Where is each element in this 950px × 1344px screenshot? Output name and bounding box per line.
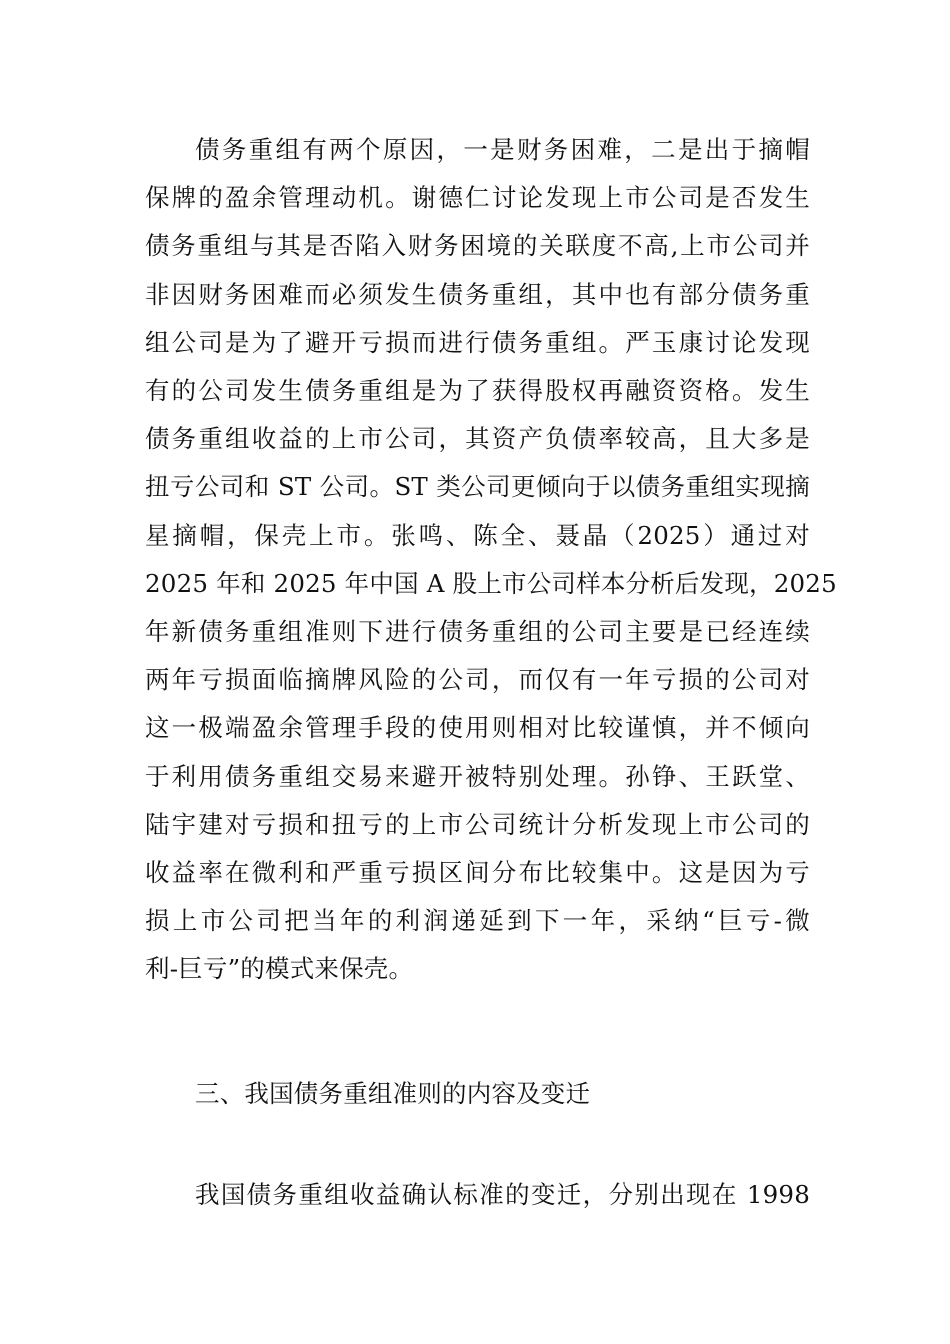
text-line: 收益率在微利和严重亏损区间分布比较集中。这是因为亏: [145, 858, 810, 888]
text-line: 这一极端盈余管理手段的使用则相对比较谨慎，并不倾向: [145, 713, 810, 743]
text-line: 于利用债务重组交易来避开被特别处理。孙铮、王跃堂、: [145, 761, 810, 791]
text-line: 两年亏损面临摘牌风险的公司，而仅有一年亏损的公司对: [145, 665, 810, 695]
paragraph-debt-restructuring-reasons: [145, 126, 837, 994]
text-line: 保牌的盈余管理动机。谢德仁讨论发现上市公司是否发生: [145, 183, 810, 213]
text-line: 2025 年和 2025 年中国 A 股上市公司样本分析后发现，2025: [145, 568, 837, 598]
text-line: 组公司是为了避开亏损而进行债务重组。严玉康讨论发现: [145, 327, 810, 357]
text-line: 利-巨亏”的模式来保壳。: [145, 954, 414, 984]
text-line: 星摘帽，保壳上市。张鸣、陈全、聂晶（2025）通过对: [145, 520, 810, 550]
paragraph-standard-changes: [145, 1171, 810, 1219]
section-heading: [145, 1070, 810, 1118]
text-line: 债务重组有两个原因，一是财务困难，二是出于摘帽: [195, 135, 810, 164]
text-line: 陆宇建对亏损和扭亏的上市公司统计分析发现上市公司的: [145, 809, 810, 839]
text-line: 损上市公司把当年的利润递延到下一年，采纳“巨亏-微: [145, 906, 810, 936]
text-line: 债务重组收益的上市公司，其资产负债率较高，且大多是: [145, 424, 810, 454]
text-line: 我国债务重组收益确认标准的变迁，分别出现在 1998: [195, 1180, 810, 1209]
section-heading-text: 三、我国债务重组准则的内容及变迁: [195, 1079, 591, 1108]
text-line: 有的公司发生债务重组是为了获得股权再融资资格。发生: [145, 376, 810, 406]
text-line: 年新债务重组准则下进行债务重组的公司主要是已经连续: [145, 617, 810, 647]
text-line: 债务重组与其是否陷入财务困境的关联度不高,上市公司并: [145, 231, 810, 261]
text-line: 非因财务困难而必须发生债务重组，其中也有部分债务重: [145, 279, 810, 309]
text-line: 扭亏公司和 ST 公司。ST 类公司更倾向于以债务重组实现摘: [145, 472, 810, 502]
